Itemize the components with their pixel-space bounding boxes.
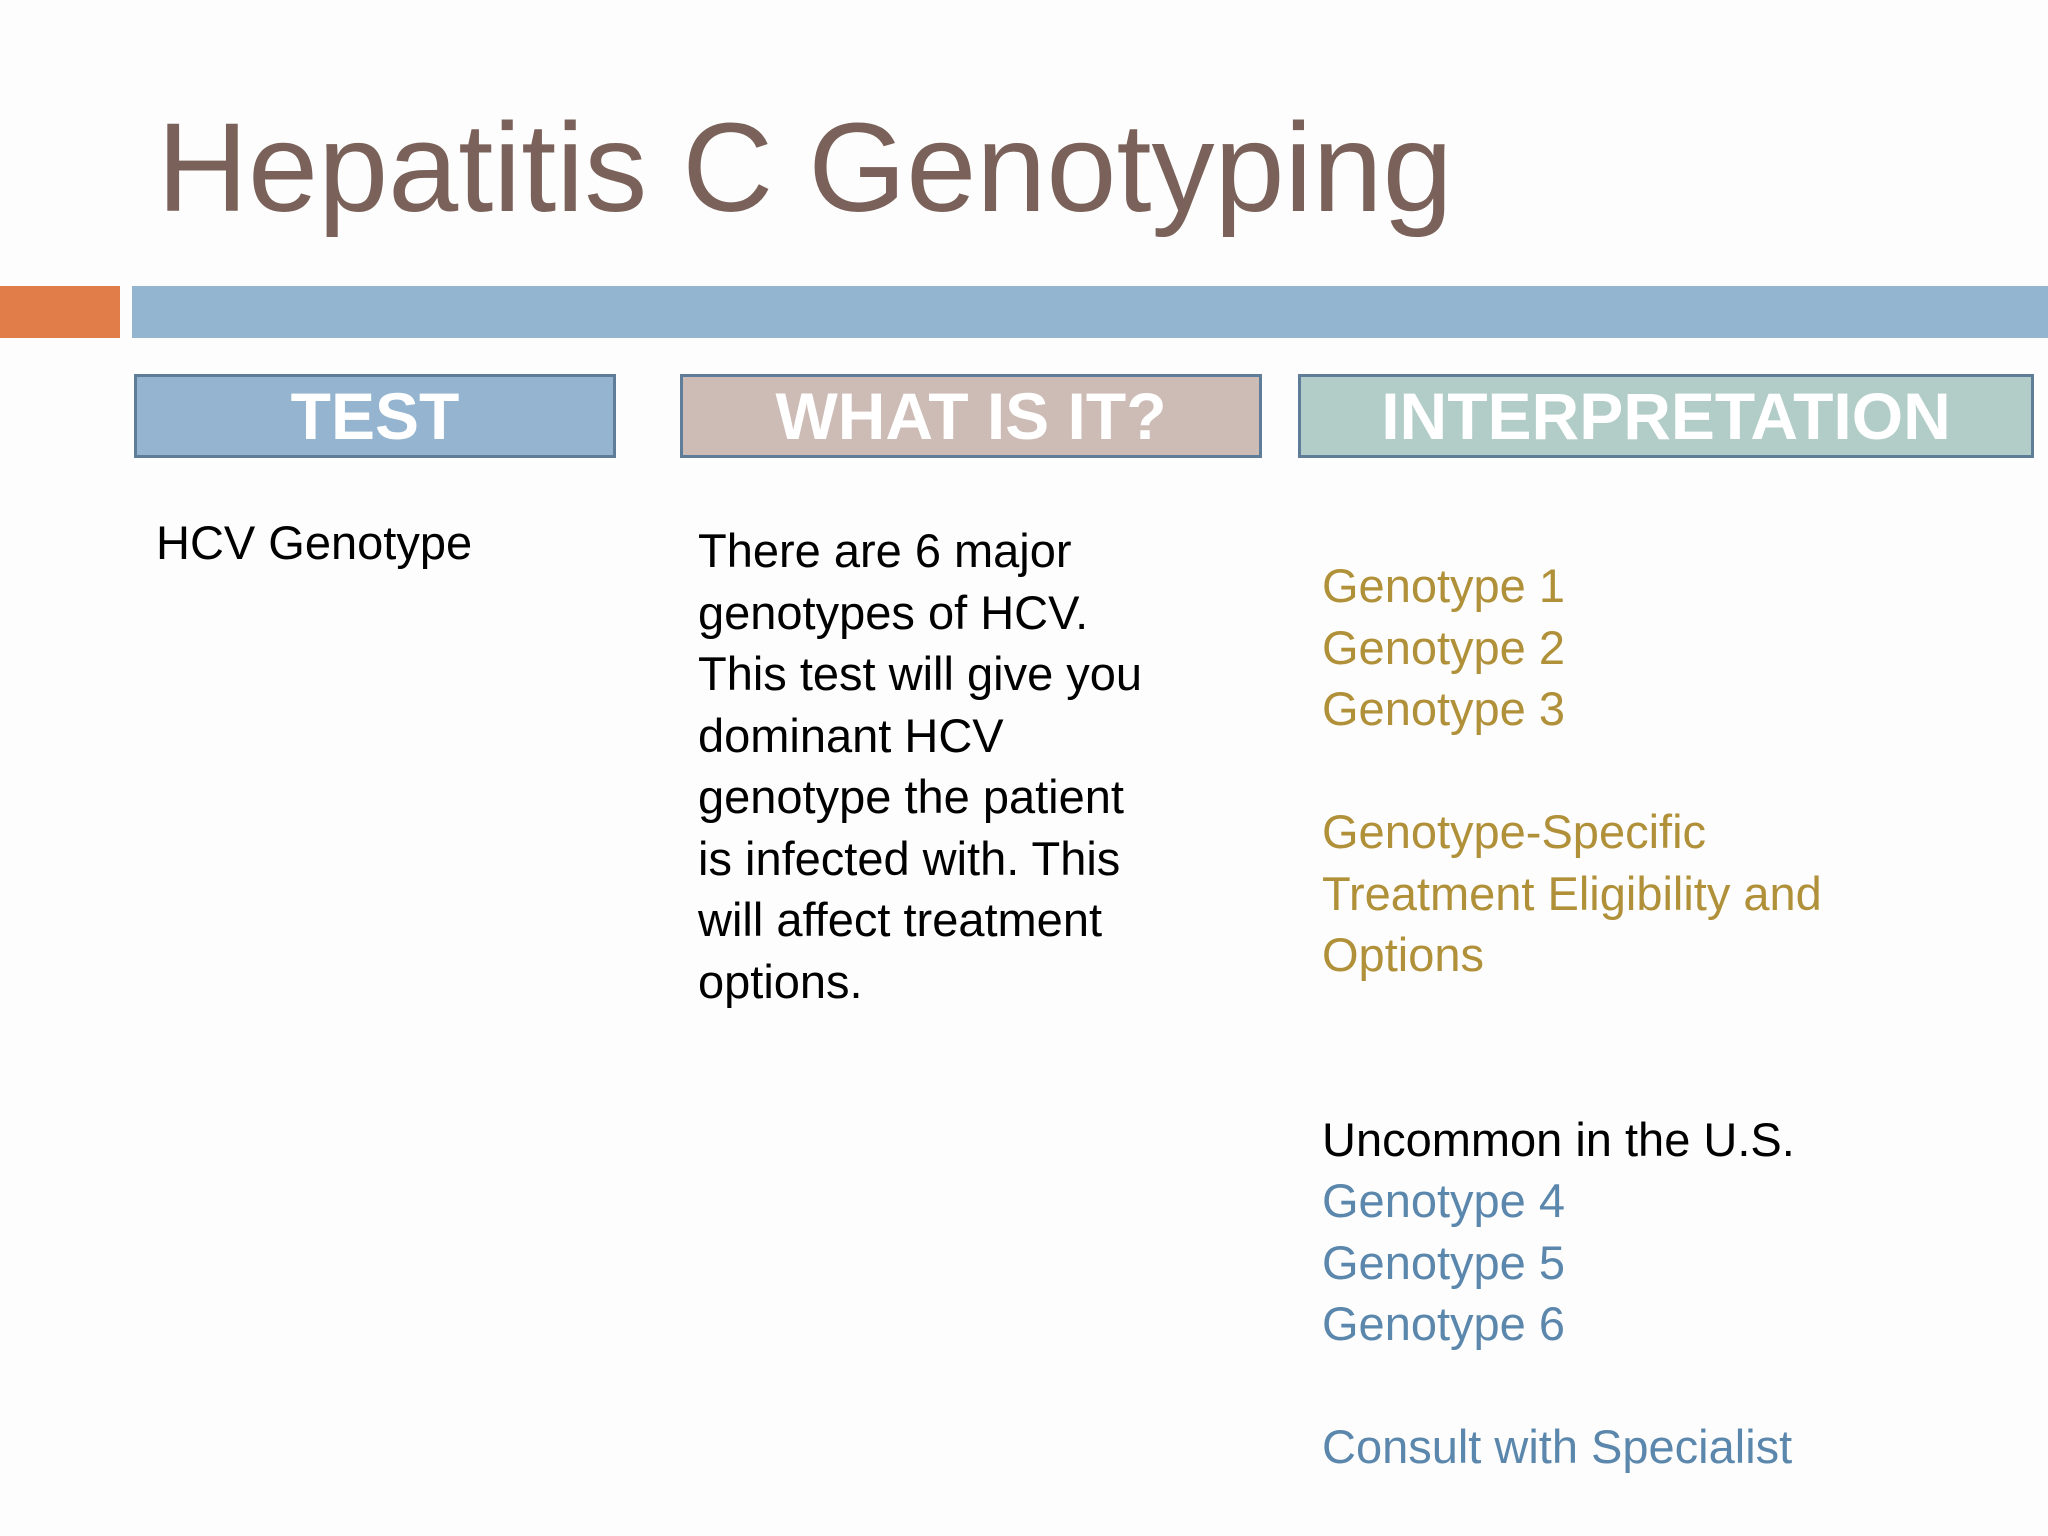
what-line: genotypes of HCV. <box>698 585 1089 639</box>
genotype-item: Genotype 2 <box>1322 620 1566 674</box>
what-line: dominant HCV <box>698 708 1004 762</box>
specific-line: Options <box>1322 928 1484 981</box>
genotype-item: Genotype 5 <box>1322 1235 1566 1289</box>
consult-specialist-note: Consult with Specialist <box>1322 1420 1793 1473</box>
uncommon-heading: Uncommon in the U.S. <box>1322 1113 1795 1166</box>
what-line: will affect treatment <box>698 893 1103 946</box>
uncommon-genotypes-list <box>1322 1170 1565 1355</box>
genotype-item: Genotype 4 <box>1322 1174 1566 1227</box>
header-what-is-it: WHAT IS IT? <box>680 374 1262 458</box>
genotype-item: Genotype 6 <box>1322 1297 1566 1350</box>
genotype-specific-note <box>1322 801 1822 986</box>
what-line: options. <box>698 954 863 1008</box>
slide-title: Hepatitis C Genotyping <box>157 97 1453 238</box>
specific-line: Genotype-Specific <box>1322 805 1707 858</box>
what-description <box>698 520 1142 1012</box>
specific-line: Treatment Eligibility and <box>1322 866 1822 920</box>
what-line: genotype the patient <box>698 770 1124 823</box>
accent-bar-orange <box>0 286 120 338</box>
test-value: HCV Genotype <box>156 516 473 569</box>
what-line: is infected with. This <box>698 831 1121 885</box>
accent-bar-blue <box>132 286 2048 338</box>
genotype-item: Genotype 1 <box>1322 559 1566 612</box>
what-line: There are 6 major <box>698 524 1072 577</box>
what-line: This test will give you <box>698 647 1143 700</box>
header-interpretation: INTERPRETATION <box>1298 374 2034 458</box>
genotype-item: Genotype 3 <box>1322 682 1566 735</box>
common-genotypes-list <box>1322 555 1565 740</box>
header-test: TEST <box>134 374 616 458</box>
